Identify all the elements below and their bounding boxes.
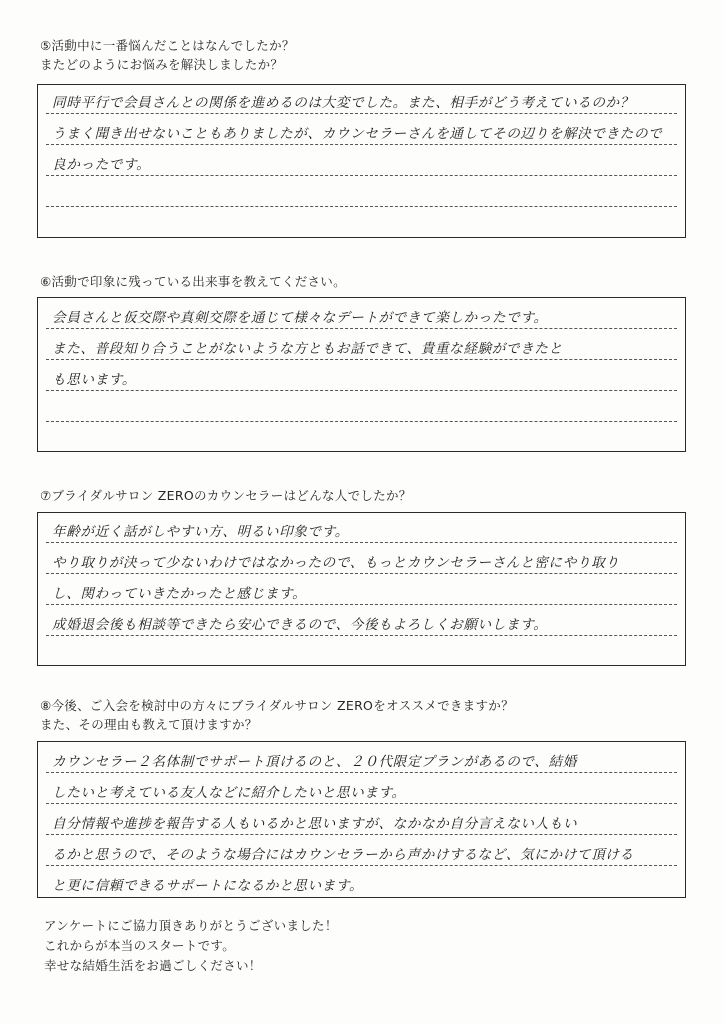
question-7-title: ⑦ブライダルサロン ZEROのカウンセラーはどんな人でしたか？ [40, 488, 412, 503]
answer-7-line-3: し、関わっていきたかったと感じます。 [52, 586, 307, 602]
closing-line-2: これからが本当のスタートです。 [44, 938, 236, 953]
ruled-line [46, 865, 677, 866]
answer-box-7 [37, 512, 686, 666]
ruled-line [46, 604, 677, 605]
answer-7-line-4: 成婚退会後も相談等できたら安心できるので、今後もよろしくお願いします。 [52, 617, 548, 633]
answer-box-8 [37, 741, 686, 898]
question-8-subtitle: また、その理由も教えて頂けますか？ [40, 717, 258, 732]
ruled-line [46, 834, 677, 835]
closing-line-3: 幸せな結婚生活をお過ごしください！ [44, 958, 262, 973]
answer-6-line-1: 会員さんと仮交際や真剣交際を通じて様々なデートができて楽しかったです。 [52, 310, 548, 326]
question-5-subtitle: またどのようにお悩みを解決しましたか？ [40, 57, 284, 72]
question-6-title: ⑥活動で印象に残っている出来事を教えてください。 [40, 274, 346, 289]
answer-8-line-1: カウンセラー２名体制でサポート頂けるのと、２０代限定プランがあるので、結婚 [52, 754, 577, 770]
ruled-line [46, 803, 677, 804]
closing-line-1: アンケートにご協力頂きありがとうございました！ [44, 918, 338, 933]
question-6 [40, 272, 346, 291]
answer-6-line-2: また、普段知り合うことがないような方ともお話できて、貴重な経験ができたと [52, 341, 563, 357]
answer-7-line-1: 年齢が近く話がしやすい方、明るい印象です。 [52, 524, 349, 540]
ruled-line [46, 175, 677, 176]
answer-box-5 [37, 84, 686, 238]
question-7 [40, 486, 412, 505]
answer-box-6 [37, 297, 686, 452]
ruled-line [46, 390, 677, 391]
answer-5-line-2: うまく聞き出せないこともありましたが、カウンセラーさんを通してその辺りを解決できたので [52, 126, 663, 142]
question-8-title: ⑧今後、ご入会を検討中の方々にブライダルサロン ZEROをオススメできますか？ [40, 698, 514, 713]
ruled-line [46, 542, 677, 543]
answer-5-line-1: 同時平行で会員さんとの関係を進めるのは大変でした。また、相手がどう考えているのか？ [52, 95, 634, 111]
answer-8-line-3: 自分情報や進捗を報告する人もいるかと思いますが、なかなか自分言えない人もい [52, 816, 578, 832]
ruled-line [46, 635, 677, 636]
ruled-line [46, 359, 677, 360]
answer-8-line-2: したいと考えている友人などに紹介したいと思います。 [52, 785, 406, 801]
ruled-line [46, 113, 677, 114]
answer-8-line-5: と更に信頼できるサポートになるかと思います。 [52, 878, 364, 894]
closing-message [44, 916, 338, 976]
ruled-line [46, 421, 677, 422]
question-8 [40, 696, 514, 734]
question-5-title: ⑤活動中に一番悩んだことはなんでしたか？ [40, 38, 295, 53]
ruled-line [46, 144, 677, 145]
answer-5-line-3: 良かったです。 [52, 157, 151, 173]
ruled-line [46, 206, 677, 207]
ruled-line [46, 328, 677, 329]
ruled-line [46, 573, 677, 574]
answer-8-line-4: るかと思うので、そのような場合にはカウンセラーから声かけするなど、気にかけて頂ける [52, 847, 634, 863]
question-5 [40, 36, 295, 74]
answer-7-line-2: やり取りが決って少ないわけではなかったので、もっとカウンセラーさんと密にやり取り [52, 555, 620, 571]
answer-6-line-3: も思います。 [52, 372, 137, 388]
ruled-line [46, 772, 677, 773]
